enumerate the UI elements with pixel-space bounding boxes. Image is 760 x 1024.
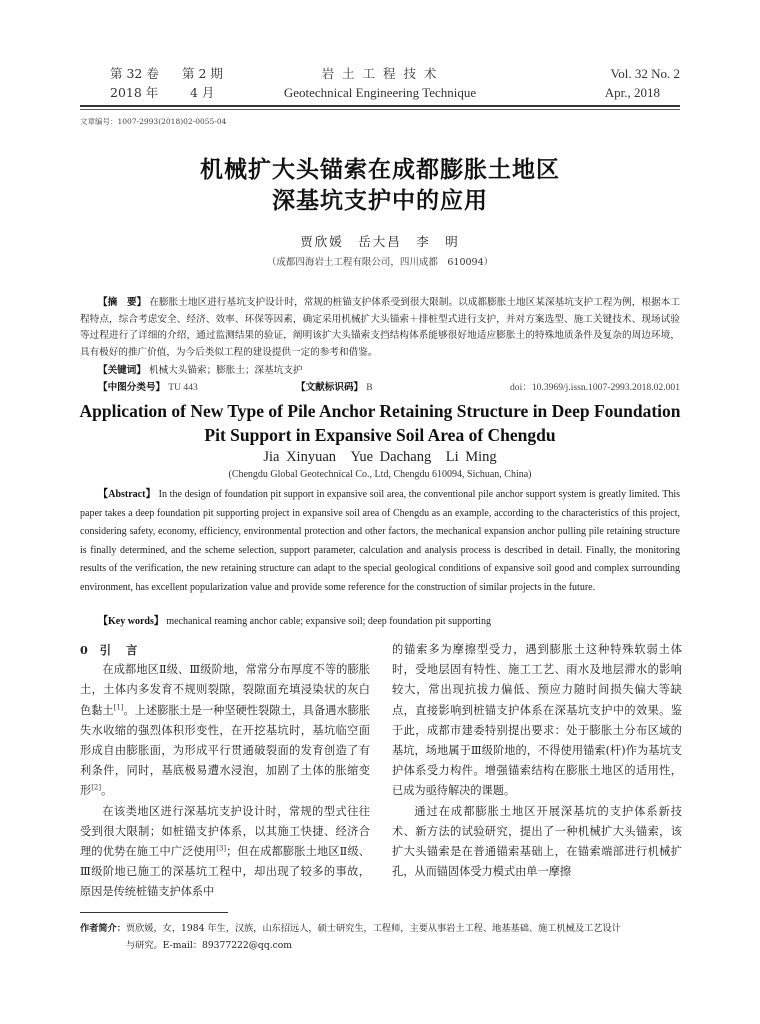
abstract-en — [80, 486, 680, 597]
author-footnote — [80, 920, 686, 954]
month-cn: 4 月 — [190, 85, 215, 100]
doc-code-value: B — [366, 382, 373, 393]
year-cn: 2018 年 — [110, 85, 159, 100]
paragraph-continued: 的锚索多为摩擦型受力，遇到膨胀土这种特殊软弱土体时，受地层固有特性、施工工艺、雨水及地层滞水的影响较大，常出现抗拔力偏低、预应力随时间损失偏大等缺点，直接影响到桩锚支护体系在深基坑支护中的效果。鉴于此，成都市建委特别提出要求：处于膨胀土分布区域的基坑，场地属于Ⅲ级阶地的，不得使用锚索(杆)作为基坑支护体系受力构件。增强锚索结构在膨胀土地区的适用性，已成为亟待解决的课题。 — [392, 643, 682, 798]
section-heading — [80, 640, 370, 660]
paragraph — [80, 802, 370, 903]
paragraph: 通过在成都膨胀土地区开展深基坑的支护体系新技术、新方法的试验研究，提出了一种机械扩大头锚索，该扩大头锚索是在普通锚索基础上，在锚索端部进行机械扩孔，从而锚固体受力模式由单一摩擦 — [392, 804, 682, 879]
paragraph-text: 。 — [101, 784, 113, 798]
volume-en: Vol. 32 No. 2 — [610, 66, 680, 81]
section-title: 引 言 — [99, 643, 140, 657]
keywords-en — [98, 612, 491, 627]
paragraph-text: 。上述膨胀土是一种坚硬性裂隙土，具备遇水膨胀失水收缩的强烈体积形变性，在开挖基坑时，基坑临空面形成自由膨胀面，为形成平行贯通破裂面的发育创造了有利条件，同时，基底极易遭水浸泡，加剧了土体的胀缩变形 — [80, 703, 370, 798]
citation-2[interactable]: [2] — [91, 783, 102, 792]
citation-3[interactable]: [3] — [216, 844, 227, 853]
title-cn-line2: 深基坑支护中的应用 — [272, 187, 488, 214]
header-rule-thin — [80, 109, 680, 110]
title-en-line1: Application of New Type of Pile Anchor Retaining Structure in Deep Foundation — [79, 401, 681, 421]
authors-cn: 贾欣媛 岳大昌 李 明 — [300, 234, 460, 249]
classification-row — [98, 379, 680, 393]
doi-link[interactable]: doi：10.3969/j.issn.1007-2993.2018.02.001 — [509, 382, 680, 393]
paragraph-text: 在该类地区进行深基坑支护设计时，常规的型式往往受到很大限制；如桩锚支护体系，以其施工快捷、经济合理的优势在施工中广泛使用 — [80, 804, 370, 859]
volume-cn: 第 32 卷 — [110, 66, 159, 81]
affiliation-cn: （成都四海岩土工程有限公司，四川成都 610094） — [266, 257, 494, 268]
footnote-line2: 与研究。E-mail：89377222@qq.com — [126, 940, 293, 951]
issue-cn: 第 2 期 — [182, 66, 223, 81]
paragraph-text: ；但在成都膨胀土地区Ⅱ级、Ⅲ级阶地已施工的深基坑工程中，却出现了较多的事故，原因是传统桩锚支护体系中 — [80, 845, 370, 899]
footnote-line1: 贾欣媛，女，1984 年生，汉族，山东招远人，硕士研究生，工程师，主要从事岩土工程、地基基础、施工机械及工艺设计 — [125, 923, 621, 934]
clc-label: 【中图分类号】 — [98, 382, 166, 393]
keywords-cn-text: 机械大头锚索；膨胀土；深基坑支护 — [149, 365, 303, 376]
affiliation-en: (Chengdu Global Geotechnical Co., Ltd, Chengdu 610094, Sichuan, China) — [228, 469, 532, 480]
abstract-cn — [80, 295, 680, 361]
abstract-cn-text: 在膨胀土地区进行基坑支护设计时，常规的桩锚支护体系受到很大限制。以成都膨胀土地区某深基坑支护工程为例，根据本工程特点，综合考虑安全、经济、效率、环保等因素，确定采用机械扩大头锚索＋排桩型式进行支护，并对方案选型、施工关键技术、现场试验等过程进行了详细的介绍，通过监测结果的验证，阐明该扩大头锚索支挡结构体系能够很好地适应膨胀土的特殊地质条件及复杂的周边环境，具有极好的推广价值，为今后类似工程的建设提供一定的参考和借鉴。 — [80, 297, 680, 358]
citation-1[interactable]: [1] — [113, 702, 124, 711]
title-en-line2: Pit Support in Expansive Soil Area of Chengdu — [204, 425, 556, 445]
clc-value: TU 443 — [168, 382, 198, 393]
article-number: 文章编号：1007-2993(2018)02-0055-04 — [80, 117, 227, 126]
keywords-cn-label: 【关键词】 — [98, 365, 146, 376]
journal-title-cn: 岩 土 工 程 技 术 — [321, 66, 439, 81]
date-en: Apr., 2018 — [604, 85, 660, 100]
section-number: 0 — [80, 643, 90, 657]
doc-code-label: 【文献标识码】 — [296, 382, 364, 393]
paragraph — [80, 660, 370, 801]
title-cn-line1: 机械扩大头锚索在成都膨胀土地区 — [200, 156, 560, 183]
body-right-column — [392, 640, 682, 882]
footnote-label: 作者简介： — [80, 923, 126, 934]
journal-title-en: Geotechnical Engineering Technique — [283, 85, 477, 100]
body-left-column — [80, 640, 370, 903]
keywords-cn — [98, 362, 303, 376]
abstract-en-text: In the design of foundation pit support in expansive soil area, the conventional pile anchor support system is greatly limited. This paper takes a deep foundation pit supporting project in expansive soil area of Chengdu as an example, according to the characteristics of this project, considering safety, economy, efficiency, environmental protection and other factors, the mechanical expansion anchor pulling pile retaining structure is finally determined, and the scheme selection, support parameter, calculation and analysis process is described in detail. Finally, the monitoring results of the verification, the new retaining structure can adapt to the special geological conditions of expansive soil good and complex surrounding environment, has excellent popularization value and provide some reference for the construction of similar projects in the future. — [80, 489, 681, 593]
authors-en: Jia Xinyuan Yue Dachang Li Ming — [263, 449, 497, 465]
footnote-rule — [80, 912, 228, 913]
keywords-en-text: mechanical reaming anchor cable; expansive soil; deep foundation pit supporting — [166, 616, 491, 627]
abstract-en-label: 【Abstract】 — [98, 489, 156, 500]
keywords-en-label: 【Key words】 — [98, 616, 164, 627]
header-rule — [80, 105, 680, 107]
abstract-cn-label: 【摘 要】 — [98, 297, 147, 308]
paragraph-text: 在成都地区Ⅱ级、Ⅲ级阶地，常常分布厚度不等的膨胀土，土体内多发育不规则裂隙，裂隙面充填浸染状的灰白色黏土 — [80, 663, 370, 717]
